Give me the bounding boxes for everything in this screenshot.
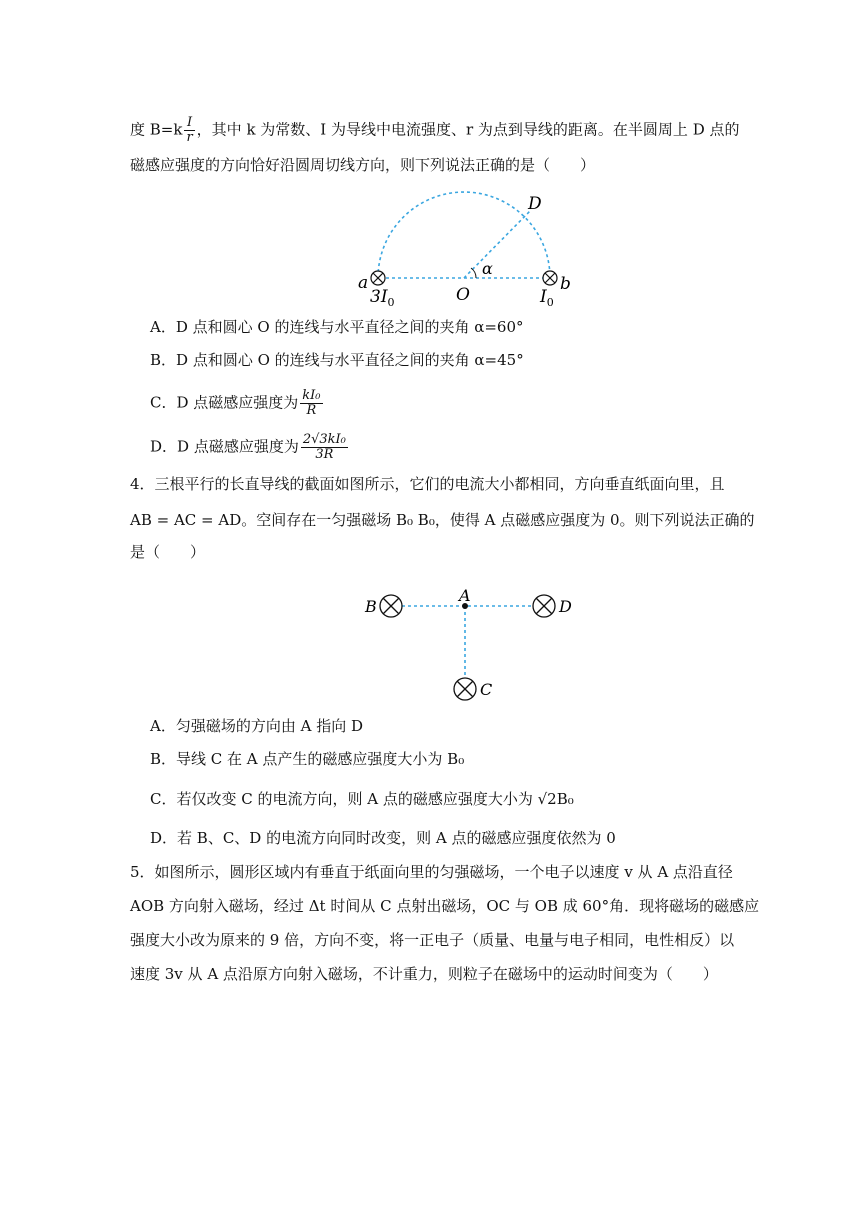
label-I0: $I_0$: [540, 287, 554, 309]
q3-option-C-num: kI₀: [302, 388, 321, 403]
semicircle-arc: [378, 192, 550, 278]
q3-option-B[interactable]: B．D 点和圆心 O 的连线与水平直径之间的夹角 α=45°: [150, 351, 524, 369]
wire-D-into-page: [533, 595, 555, 617]
alpha-arc: [471, 268, 476, 278]
q4-line3: 是（ ）: [130, 543, 206, 561]
q3-option-D-num: 2√3kI₀: [302, 432, 346, 447]
q3-frac-denominator: r: [186, 130, 193, 145]
figure-semicircle: [350, 188, 590, 310]
q3-intro-text-b: ，其中 k 为常数、I 为导线中电流强度、r 为点到导线的距离。在半圆周上 D 点的: [196, 120, 740, 139]
q4-option-D[interactable]: D．若 B、C、D 的电流方向同时改变，则 A 点的磁感应强度依然为 0: [150, 829, 616, 847]
label-C: C: [480, 680, 493, 699]
wire-b-into-page: [543, 271, 557, 285]
q3-formula-fraction: [184, 116, 194, 145]
wire-a-into-page: [371, 271, 385, 285]
label-O: O: [456, 285, 470, 305]
q3-option-D-den: 3R: [315, 447, 334, 462]
q3-option-D-text: D．D 点磁感应强度为: [150, 437, 299, 456]
q5-line1: 5．如图所示，圆形区域内有垂直于纸面向里的匀强磁场，一个电子以速度 v 从 A 点沿直径: [130, 863, 733, 881]
label-3I0: $3I_0$: [370, 287, 395, 309]
q3-intro-line1: [130, 116, 740, 145]
radius-OD: [464, 211, 530, 278]
label-D: D: [528, 194, 542, 214]
label-b: b: [560, 274, 571, 294]
label-a: a: [358, 273, 369, 293]
q3-option-A[interactable]: A．D 点和圆心 O 的连线与水平直径之间的夹角 α=60°: [150, 318, 524, 336]
q3-intro-line2: 磁感应强度的方向恰好沿圆周切线方向，则下列说法正确的是（ ）: [130, 156, 596, 174]
q3-option-C-fraction: [300, 389, 322, 418]
label-alpha: α: [482, 259, 493, 278]
figure-three-wires: [355, 585, 585, 710]
q5-line3: 强度大小改为原来的 9 倍，方向不变，将一正电子（质量、电量与电子相同，电性相反）以: [130, 931, 735, 949]
q4-option-C[interactable]: C．若仅改变 C 的电流方向，则 A 点的磁感应强度大小为 √2B₀: [150, 790, 574, 808]
label-A: A: [459, 586, 471, 605]
q3-option-D[interactable]: [150, 433, 350, 462]
q4-line1: 4．三根平行的长直导线的截面如图所示，它们的电流大小都相同，方向垂直纸面向里，且: [130, 475, 725, 493]
q4-option-B[interactable]: B．导线 C 在 A 点产生的磁感应强度大小为 B₀: [150, 750, 465, 768]
wire-B-into-page: [380, 595, 402, 617]
q4-option-A[interactable]: A．匀强磁场的方向由 A 指向 D: [150, 717, 363, 735]
q5-line2: AOB 方向射入磁场，经过 Δt 时间从 C 点射出磁场，OC 与 OB 成 60°角．现将磁场的磁感应: [130, 897, 760, 915]
q3-option-D-fraction: [301, 433, 348, 462]
q3-intro-text-a: 度 B=k: [130, 120, 183, 139]
q5-line4: 速度 3v 从 A 点沿原方向射入磁场，不计重力，则粒子在磁场中的运动时间变为（ ）: [130, 965, 718, 983]
q3-option-C-text: C．D 点磁感应强度为: [150, 393, 299, 412]
wire-C-into-page: [454, 678, 476, 700]
q3-option-C[interactable]: [150, 389, 325, 418]
label-B: B: [365, 597, 377, 616]
label-D: D: [559, 597, 572, 616]
q3-frac-numerator: I: [184, 116, 194, 131]
q3-option-C-den: R: [306, 403, 317, 418]
q4-line2: AB = AC = AD。空间存在一匀强磁场 B₀ B₀，使得 A 点磁感应强度为 0。则下列说法正确的: [130, 511, 755, 529]
